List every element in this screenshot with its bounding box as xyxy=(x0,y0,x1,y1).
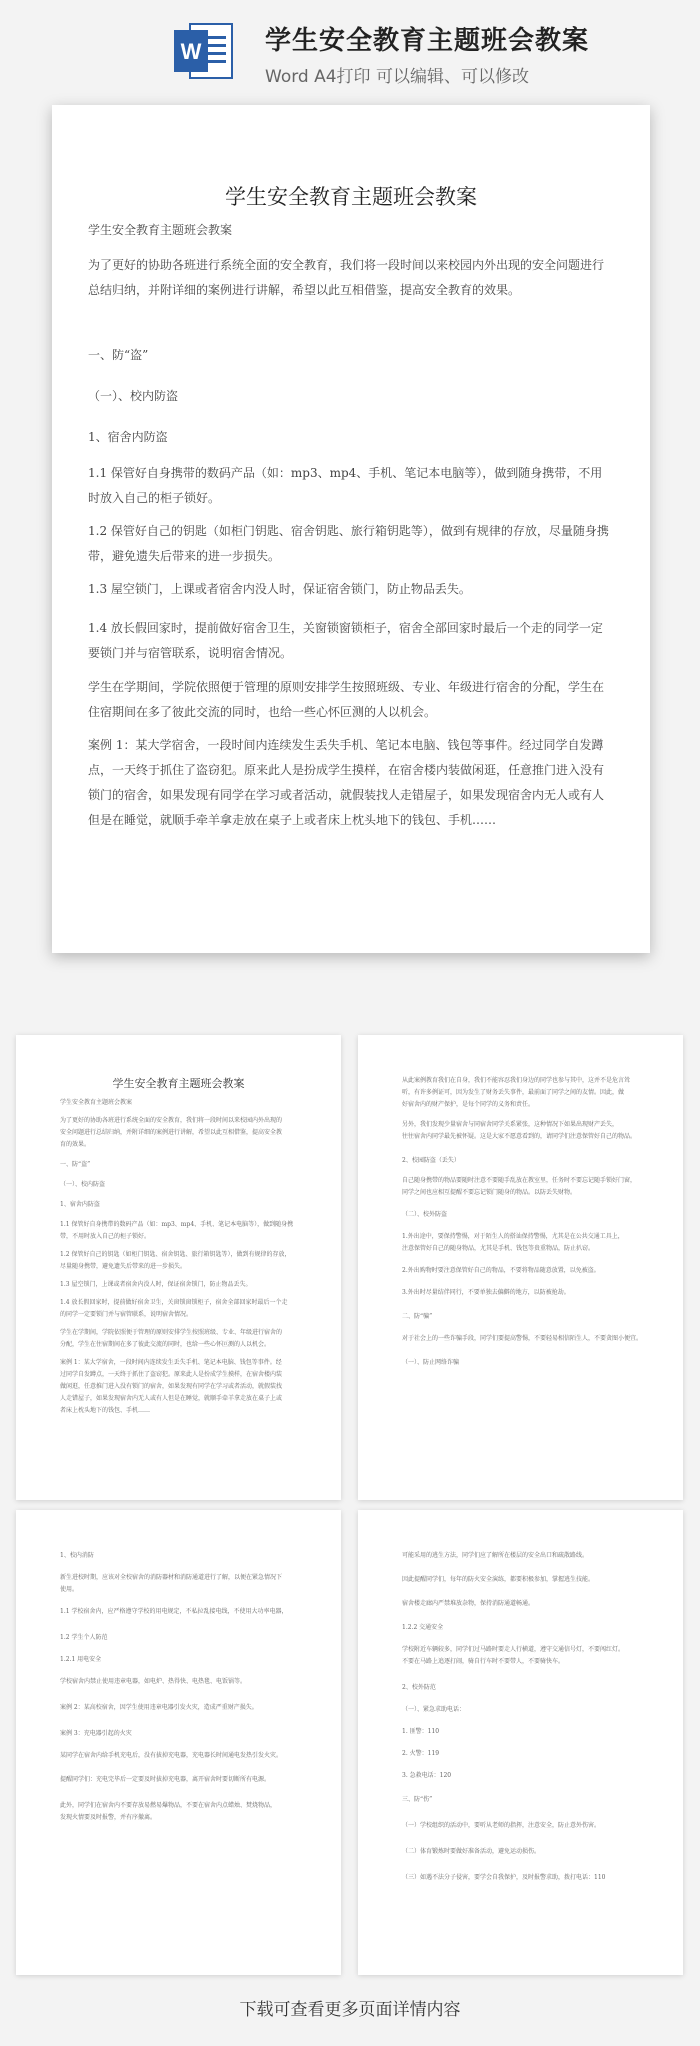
thumbnail-line: 育的效果。 xyxy=(60,1141,91,1148)
thumbnail-line: 3.外出时尽量结伴同行，不要单独去偏僻的地方，以防被抢劫。 xyxy=(402,1289,570,1296)
thumbnail-line: 另外，我们发现少量宿舍与同宿舍同学关系紧张，这种情况下如果出现财产丢失， xyxy=(402,1121,619,1128)
thumbnail-line: 此外，同学们在宿舍内不要存放易燃易爆物品，不要在宿舍内点蜡烛、焚烧物品， xyxy=(60,1802,277,1809)
thumbnail-line: （二）体育锻炼时要做好准备活动，避免运动损伤。 xyxy=(402,1848,541,1855)
thumbnail-line: 1.2 学生个人防范 xyxy=(60,1634,108,1641)
thumbnail-line: 人走错屋子，如果发现宿舍内无人或有人但是在睡觉，就顺手牵羊拿走放在桌子上或 xyxy=(60,1395,283,1402)
thumbnail-line: 分配，学生在住宿期间在多了彼此交流的同时，也给一些心怀叵测的人以机会。 xyxy=(60,1341,271,1348)
page-thumbnail-1[interactable] xyxy=(16,1035,341,1500)
header xyxy=(0,0,700,95)
thumbnail-line: 为了更好的协助各班进行系统全面的安全教育，我们将一段时间以来校园内外出现的 xyxy=(60,1117,283,1124)
thumbnail-line: 2.外出购物时要注意保管好自己的物品，不要将物品随意放置，以免被盗。 xyxy=(402,1267,600,1274)
thumbnail-line: 1.1 学校宿舍内，应严格遵守学校的用电规定，不私拉乱接电线，不使用大功率电器， xyxy=(60,1608,288,1615)
thumbnail-line: 学生在学期间，学院依照便于管理的原则安排学生按照班级、专业、年级进行宿舍的 xyxy=(60,1329,283,1336)
thumbnail-line: 一、防“盗” xyxy=(60,1161,91,1168)
thumbnail-line: （一）、防止网络诈骗 xyxy=(402,1359,460,1366)
thumbnail-line: 学校附近车辆较多，同学们过马路时要走人行横道，遵守交通信号灯，不要闯红灯。 xyxy=(402,1646,625,1653)
paragraph: 1.2 保管好自己的钥匙（如柜门钥匙、宿舍钥匙、旅行箱钥匙等），做到有规律的存放，尽量随身携带，避免遗失后带来的进一步损失。 xyxy=(88,524,609,563)
section-heading: 1、宿舍内防盗 xyxy=(88,430,168,444)
thumbnail-line: 发现火情要及时报警，并有序撤离。 xyxy=(60,1814,157,1821)
thumbnail-line: 安全问题进行总结归纳，并附详细的案例进行讲解，希望以此互相借鉴，提高安全教 xyxy=(60,1129,283,1136)
thumbnail-line: 注意保管好自己的随身物品，尤其是手机、钱包等贵重物品，防止扒窃。 xyxy=(402,1245,595,1252)
thumbnail-line: 1.2.2 交通安全 xyxy=(402,1624,444,1631)
thumbnail-line: 案例 3：充电器引起的火灾 xyxy=(60,1730,132,1737)
thumbnail-line: 三、防“伤” xyxy=(402,1796,433,1803)
thumbnail-line: 1.2 保管好自己的钥匙（如柜门钥匙、宿舍钥匙、旅行箱钥匙等），做到有规律的存放， xyxy=(60,1251,291,1258)
section-heading: 一、防“盗” xyxy=(88,348,149,362)
thumbnail-line: 尽量随身携带，避免遗失后带来的进一步损失。 xyxy=(60,1263,187,1270)
thumbnail-line: （一）学校组织的活动中，要听从老师的指挥，注意安全，防止意外伤害。 xyxy=(402,1822,601,1829)
paragraph: 为了更好的协助各班进行系统全面的安全教育，我们将一段时间以来校园内外出现的安全问题进行总结归纳，并附详细的案例进行讲解，希望以此互相借鉴，提高安全教育的效果。 xyxy=(88,258,605,297)
thumbnail-line: 过同学自发蹲点，一天终于抓住了盗窃犯。原来此人是扮成学生摸样，在宿舍楼内装 xyxy=(60,1371,283,1378)
word-icon-label: W xyxy=(180,39,202,64)
thumbnail-line: 宿舍楼走廊内严禁堆放杂物，保持消防通道畅通。 xyxy=(402,1600,535,1607)
paragraph: 1.1 保管好自身携带的数码产品（如：mp3、mp4、手机、笔记本电脑等），做到随身携带，不用时放入自己的柜子锁好。 xyxy=(88,466,603,505)
thumbnail-line: 某同学在宿舍内给手机充电后，没有拔掉充电器，充电器长时间通电发热引发火灾。 xyxy=(60,1752,283,1759)
document-subtitle: 学生安全教育主题班会教案 xyxy=(88,223,233,237)
thumbnail-line: （一）、紧急求助电话： xyxy=(402,1706,466,1713)
paragraph: 1.4 放长假回家时，提前做好宿舍卫生，关窗锁窗锁柜子，宿舍全部回家时最后一个走的同学一定要锁门并与宿管联系，说明宿舍情况。 xyxy=(88,621,603,660)
thumbnail-line: 1.1 保管好自身携带的数码产品（如：mp3、mp4、手机、笔记本电脑等），做到随身携 xyxy=(60,1221,294,1228)
thumbnail-line: 2、校外防范 xyxy=(402,1684,436,1691)
thumbnail-line: 好宿舍内的财产保护，是每个同学的义务和责任。 xyxy=(402,1101,535,1108)
thumbnail-title: 学生安全教育主题班会教案 xyxy=(112,1077,245,1090)
page-subtitle: Word A4打印 可以编辑、可以修改 xyxy=(265,67,529,87)
thumbnail-line: 案例 2：某高校宿舍，因学生使用违章电器引发火灾，造成严重财产损失。 xyxy=(60,1704,258,1711)
thumbnail-line: 1.外出途中，要保持警惕，对于陌生人的搭讪保持警惕，尤其是在公共交通工具上， xyxy=(402,1233,624,1240)
thumbnail-line: 1.2.1 用电安全 xyxy=(60,1656,102,1663)
paragraph: 学生在学期间，学院依照便于管理的原则安排学生按照班级、专业、年级进行宿舍的分配，学生在住宿期间在多了彼此交流的同时，也给一些心怀叵测的人以机会。 xyxy=(88,680,605,719)
thumbnail-line: 自己随身携带的物品要随时注意不要随手乱放在教室里，任务时不要忘记随手锁好门窗， xyxy=(402,1177,637,1184)
paragraph: 案例 1：某大学宿舍，一段时间内连续发生丢失手机、笔记本电脑、钱包等事件。经过同学自发蹲点，一天终于抓住了盗窃犯。原来此人是扮成学生摸样，在宿舍楼内装做闲逛，任意推门进入没有锁门的宿舍，如果发现有同学在学习或者活动，就假装找人走错屋子，如果发现宿舍内无人或有人但是在睡觉，就顺手牵羊拿走放在桌子上或者床上枕头地下的钱包、手机…… xyxy=(88,738,605,827)
thumbnail-line: 往往宿舍内同学最先被怀疑。这是大家不愿意看到的，请同学们注意保管好自己的物品。 xyxy=(402,1133,637,1140)
thumbnail-line: （二）、校外防盗 xyxy=(402,1211,448,1218)
page-thumbnail-2[interactable] xyxy=(358,1035,683,1500)
thumbnail-line: 学生安全教育主题班会教案 xyxy=(60,1099,133,1106)
thumbnail-line: 1、宿舍内防盗 xyxy=(60,1201,100,1208)
thumbnail-line: 带，不用时放入自己的柜子锁好。 xyxy=(60,1233,151,1240)
thumbnail-line: 不要在马路上追逐打闹，骑自行车时不要带人，不要骑快车。 xyxy=(402,1658,565,1665)
thumbnail-line: 可能采用的逃生方法，同学们应了解所在楼层的安全出口和疏散路线。 xyxy=(402,1552,589,1559)
thumbnail-line: 3. 急救电话：120 xyxy=(402,1772,452,1779)
page-thumbnail-4[interactable] xyxy=(358,1510,683,1975)
thumbnail-line: 听，有许多例证可，因为发生了财务丢失事件，最前面了同学之间的友情。因此，做 xyxy=(402,1089,625,1096)
thumbnail-line: 新生进校时期，应该对全校宿舍的消防器材和消防通道进行了解，以便在紧急情况下 xyxy=(60,1574,283,1581)
document-title: 学生安全教育主题班会教案 xyxy=(225,185,477,209)
thumbnail-line: 2、校园防盗（丢失） xyxy=(402,1157,460,1164)
word-document-icon xyxy=(172,20,236,82)
thumbnail-line: （三）如遇不法分子侵害，要学会自我保护，及时报警求助，拨打电话：110 xyxy=(402,1874,606,1881)
thumbnail-line: 1.3 屋空锁门，上课或者宿舍内没人时，保证宿舍锁门，防止物品丢失。 xyxy=(60,1281,252,1288)
main-document-page xyxy=(52,105,650,953)
thumbnail-line: 者床上枕头地下的钱包、手机…… xyxy=(60,1407,151,1414)
thumbnail-line: 从此案例教育我们在自身，我们不能容忍我们身边的同学也参与其中，这并不是危言耸 xyxy=(402,1077,631,1084)
paragraph: 1.3 屋空锁门，上课或者宿舍内没人时，保证宿舍锁门，防止物品丢失。 xyxy=(88,582,471,596)
thumbnail-line: 二、防“骗” xyxy=(402,1313,433,1320)
download-more-link[interactable]: 下载可查看更多页面详情内容 xyxy=(239,2000,461,2020)
thumbnail-line: 2. 火警：119 xyxy=(402,1750,440,1757)
thumbnail-line: 的同学一定要锁门并与宿管联系，说明宿舍情况。 xyxy=(60,1311,193,1318)
thumbnail-line: 提醒同学们：充电完毕后一定要及时拔掉充电器，离开宿舍时要切断所有电源。 xyxy=(60,1776,271,1783)
thumbnail-line: 1.4 放长假回家时，提前做好宿舍卫生，关窗锁窗锁柜子，宿舍全部回家时最后一个走 xyxy=(60,1299,288,1306)
thumbnail-line: 1. 匪警：110 xyxy=(402,1728,440,1735)
thumbnail-line: 同学之间也应相互提醒不要忘记锁门随身的物品。以防丢失财物。 xyxy=(402,1189,577,1196)
thumbnail-line: 因此提醒同学们，每年的防火安全演练，都要积极参加，掌握逃生技能。 xyxy=(402,1576,595,1583)
thumbnail-line: （一）、校内防盗 xyxy=(60,1181,106,1188)
thumbnail-line: 学校宿舍内禁止使用违章电器，如电炉、热得快、电热毯、电饭锅等。 xyxy=(60,1678,247,1685)
section-heading: （一）、校内防盗 xyxy=(88,389,179,403)
thumbnail-line: 对于社会上的一些诈骗手段，同学们要提高警惕，不要轻易相信陌生人，不要贪图小便宜。 xyxy=(402,1335,643,1342)
page-thumbnail-3[interactable] xyxy=(16,1510,341,1975)
thumbnail-line: 使用。 xyxy=(60,1586,79,1593)
thumbnail-line: 做闲逛，任意推门进入没有锁门的宿舍，如果发现有同学在学习或者活动，就假装找 xyxy=(60,1383,283,1390)
thumbnail-line: 案例 1：某大学宿舍，一段时间内连续发生丢失手机、笔记本电脑、钱包等事件。经 xyxy=(60,1359,282,1366)
thumbnail-line: 1、校内消防 xyxy=(60,1552,94,1559)
page-title: 学生安全教育主题班会教案 xyxy=(265,26,590,56)
